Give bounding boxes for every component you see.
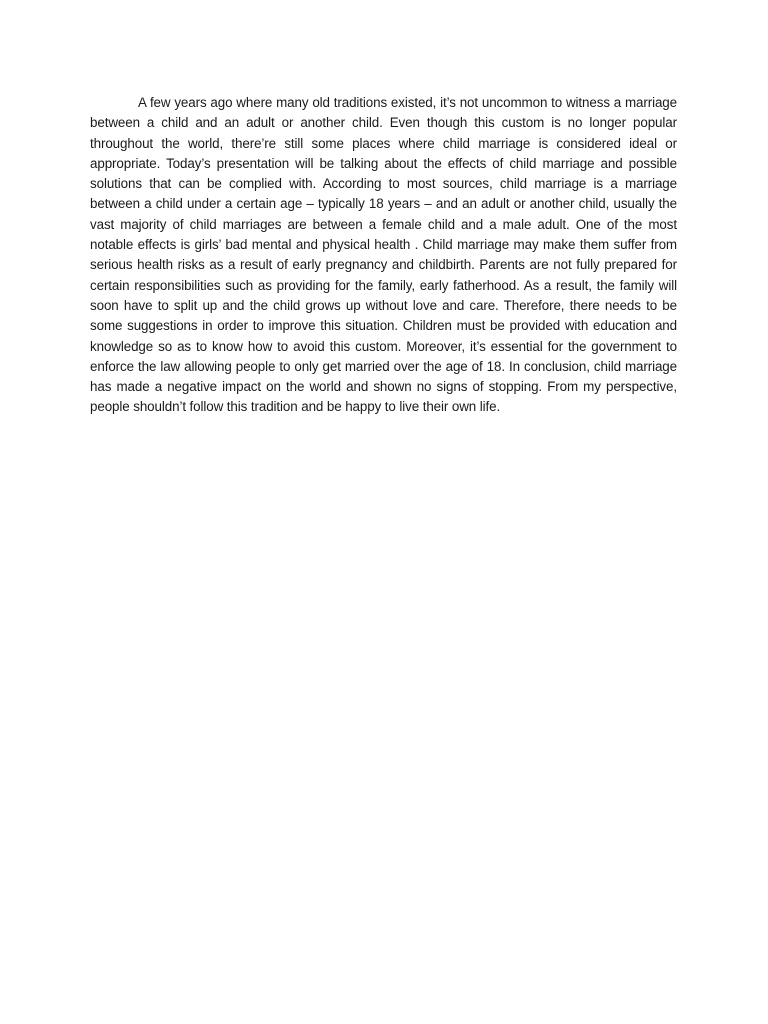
body-paragraph: A few years ago where many old traditions existed, it’s not uncommon to witness a marriage between a child and an adult or another child. Even though this custom is no longer popular throughout the world, there’re still some places where child marriage is considered ideal or appropriate. Today’s presentation will be talking about the effects of child marriage and possible solutions that can be complied with. According to most sources, child marriage is a marriage between a child under a certain age – typically 18 years – and an adult or another child, usually the vast majority of child marriages are between a female child and a male adult. One of the most notable effects is girls’ bad mental and physical health . Child marriage may make them suffer from serious health risks as a result of early pregnancy and childbirth. Parents are not fully prepared for certain responsibilities such as providing for the family, early fatherhood. As a result, the family will soon have to split up and the child grows up without love and care. Therefore, there needs to be some suggestions in order to improve this situation. Children must be provided with education and knowledge so as to know how to avoid this custom. Moreover, it’s essential for the government to enforce the law allowing people to only get married over the age of 18. In conclusion, child marriage has made a negative impact on the world and shown no signs of stopping. From my perspective, people shouldn’t follow this tradition and be happy to live their own life. bbox=[90, 95, 677, 415]
